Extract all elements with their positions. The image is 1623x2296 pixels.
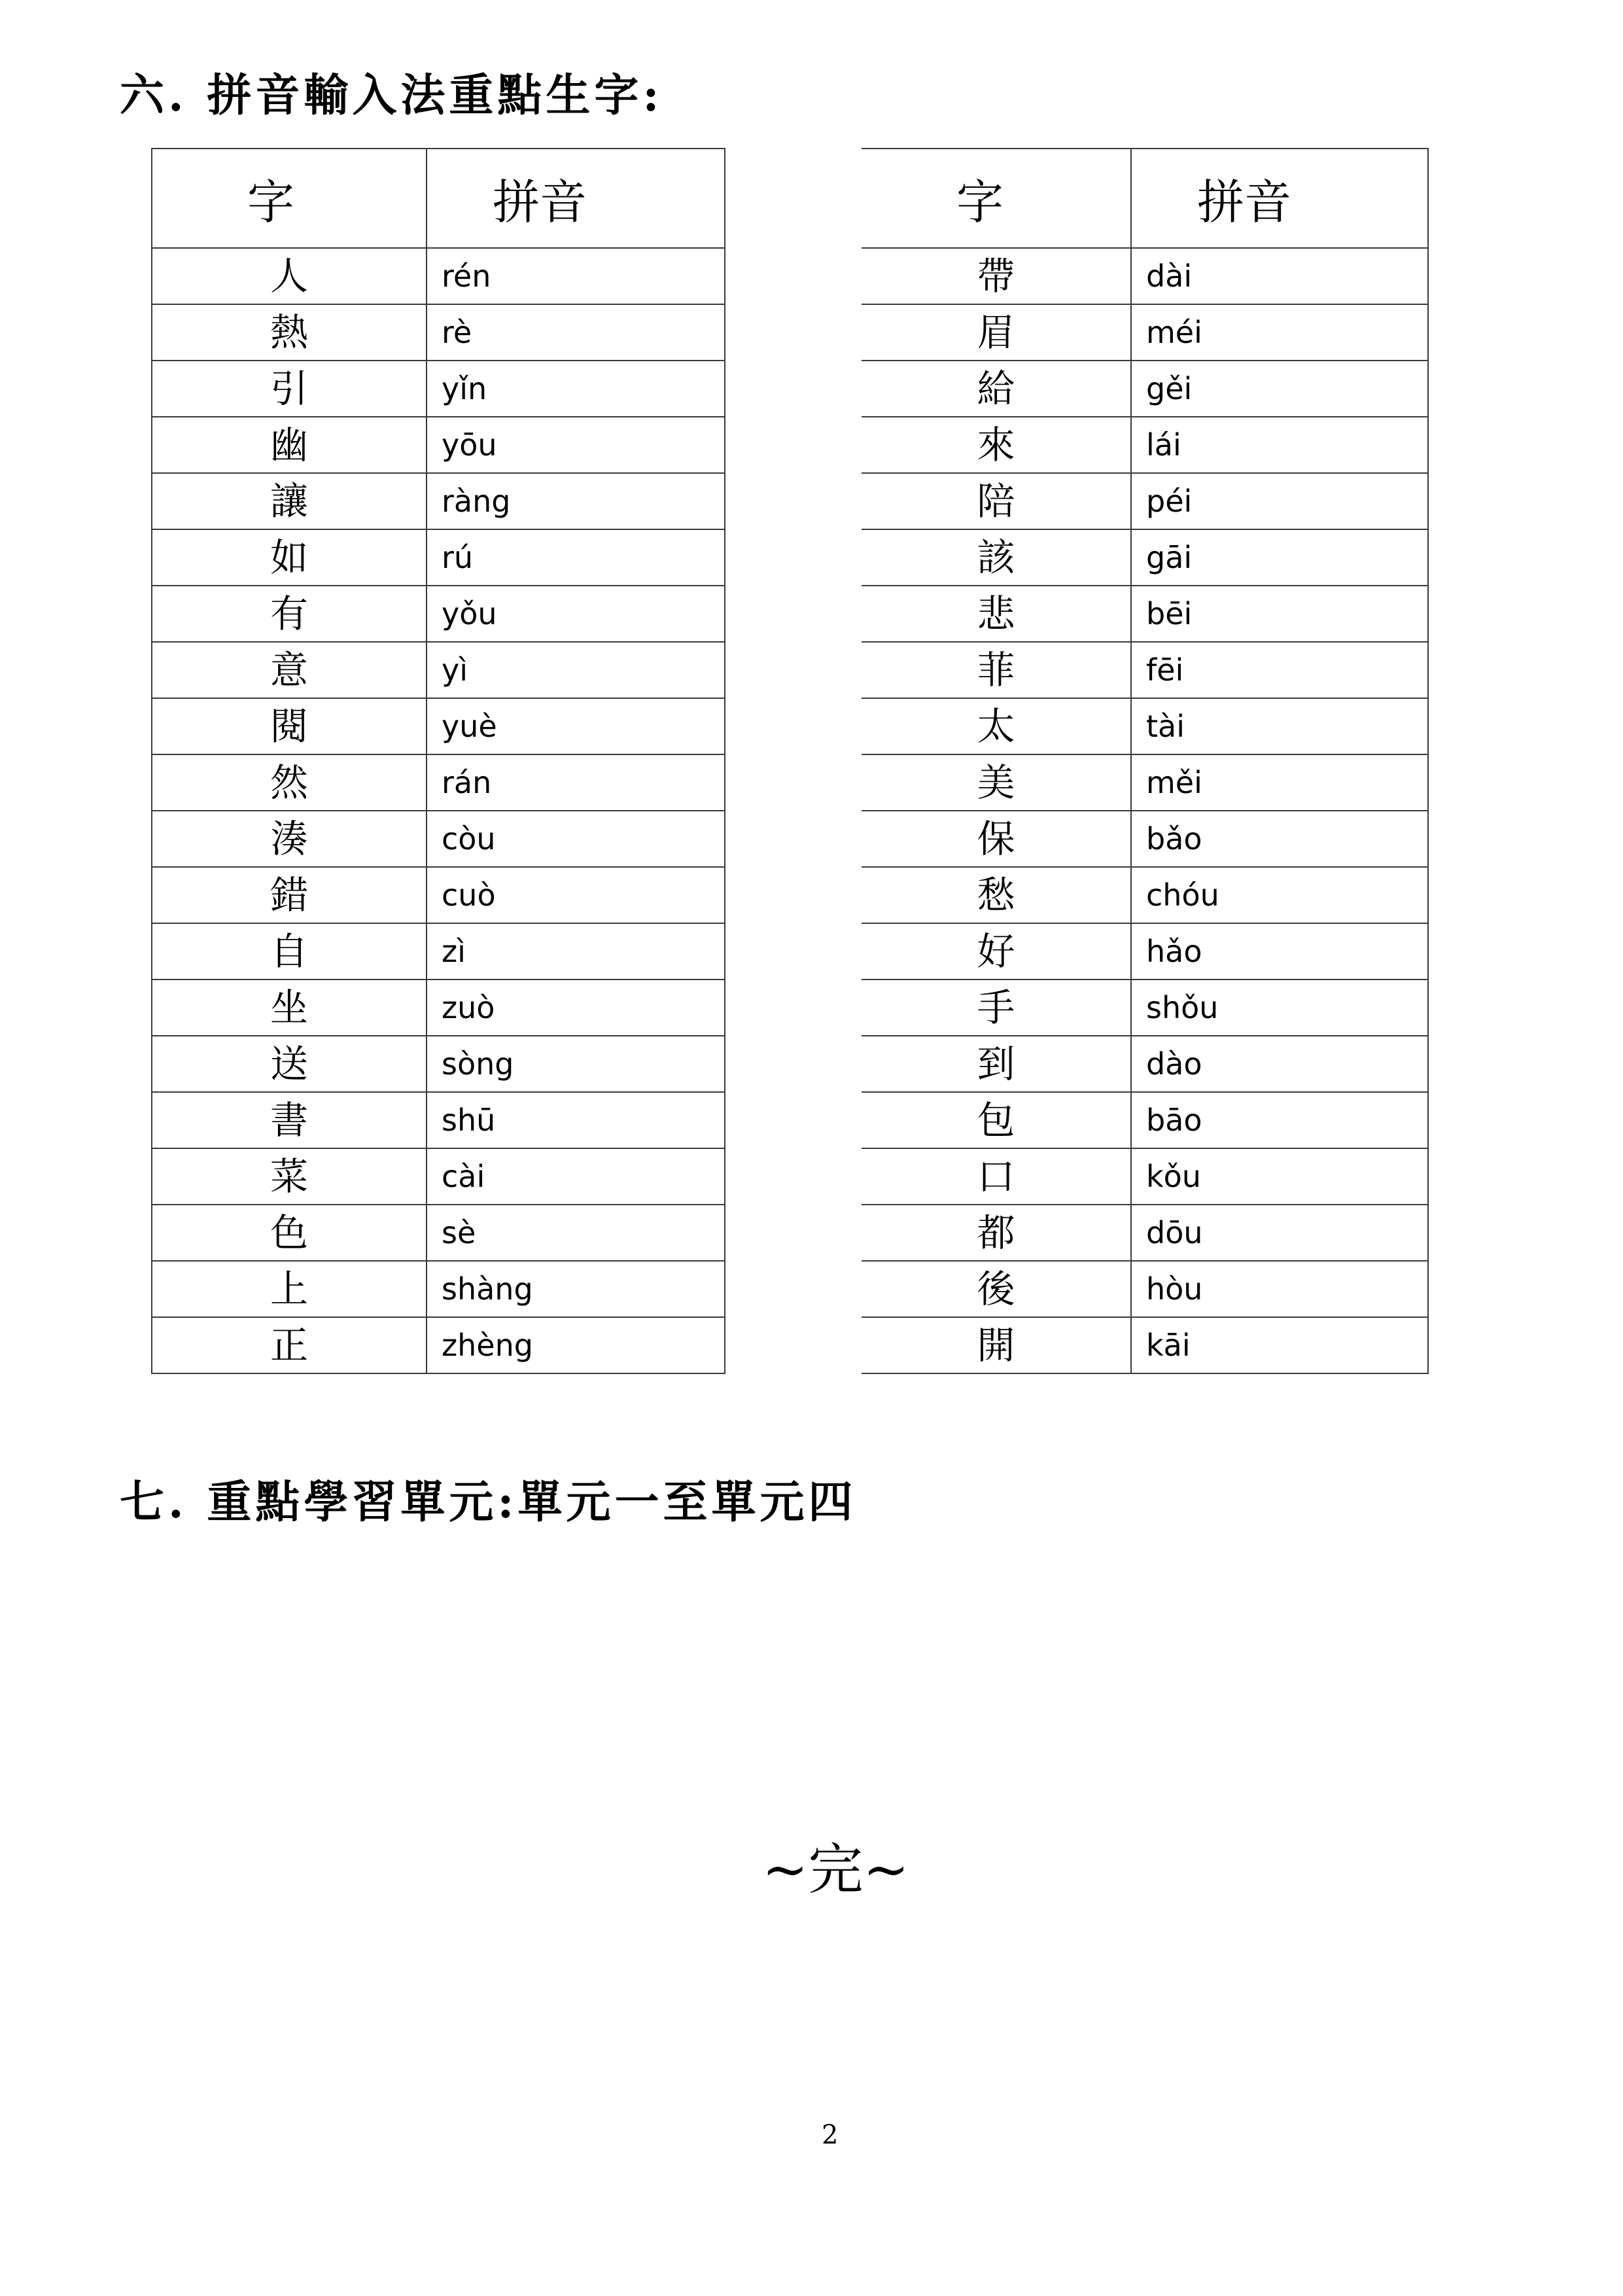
pinyin-table-left [151,148,725,1374]
pinyin-cell: cài [427,1148,725,1205]
character-cell: 幽 [152,417,427,473]
pinyin-cell: yì [427,642,725,698]
header-pinyin: 拼音 [1131,149,1428,248]
character-cell: 菜 [152,1148,427,1205]
section-7-heading: 七. 重點學習單元:單元一至單元四 [120,1476,857,1528]
character-cell: 湊 [152,811,427,867]
table-row [152,361,725,417]
character-cell: 讓 [152,473,427,529]
character-cell: 包 [862,1092,1131,1148]
table-row [862,1261,1428,1317]
pinyin-cell: cuò [427,867,725,923]
table-row [862,248,1428,304]
table-row [862,1036,1428,1092]
table-row [152,417,725,473]
table-row [862,417,1428,473]
table-row [862,361,1428,417]
character-cell: 到 [862,1036,1131,1092]
table-row [862,1092,1428,1148]
pinyin-cell: sòng [427,1036,725,1092]
pinyin-cell: dài [1131,248,1428,304]
table-row [152,1261,725,1317]
character-cell: 好 [862,923,1131,980]
pinyin-cell: kāi [1131,1317,1428,1373]
table-row [152,642,725,698]
character-cell: 自 [152,923,427,980]
character-cell: 意 [152,642,427,698]
page-number: 2 [822,2120,839,2150]
table-row [862,754,1428,811]
table-row [862,811,1428,867]
pinyin-cell: zuò [427,980,725,1036]
character-cell: 書 [152,1092,427,1148]
pinyin-cell: rán [427,754,725,811]
character-cell: 色 [152,1205,427,1261]
table-body [862,248,1428,1373]
pinyin-cell: shàng [427,1261,725,1317]
pinyin-cell: sè [427,1205,725,1261]
table-row [152,1148,725,1205]
table-row [862,923,1428,980]
character-cell: 太 [862,698,1131,754]
pinyin-cell: gāi [1131,529,1428,586]
pinyin-cell: měi [1131,754,1428,811]
pinyin-cell: dōu [1131,1205,1428,1261]
table-row [152,754,725,811]
table-row [152,1036,725,1092]
pinyin-cell: bǎo [1131,811,1428,867]
character-cell: 錯 [152,867,427,923]
header-character: 字 [862,149,1131,248]
table-row [152,473,725,529]
table-row [152,811,725,867]
table-row [862,698,1428,754]
character-cell: 愁 [862,867,1131,923]
character-cell: 閱 [152,698,427,754]
pinyin-cell: ràng [427,473,725,529]
character-cell: 給 [862,361,1131,417]
table-row [862,1148,1428,1205]
table-row [862,529,1428,586]
table-row [862,1317,1428,1373]
table-row [152,1092,725,1148]
character-cell: 該 [862,529,1131,586]
table-row [862,1205,1428,1261]
section-6-heading: 六. 拼音輸入法重點生字: [120,69,663,122]
pinyin-cell: shǒu [1131,980,1428,1036]
pinyin-cell: tài [1131,698,1428,754]
character-cell: 開 [862,1317,1131,1373]
pinyin-cell: bāo [1131,1092,1428,1148]
table-row [152,1317,725,1373]
pinyin-cell: chóu [1131,867,1428,923]
character-cell: 正 [152,1317,427,1373]
pinyin-cell: péi [1131,473,1428,529]
table-row [152,248,725,304]
character-cell: 手 [862,980,1131,1036]
character-cell: 口 [862,1148,1131,1205]
pinyin-cell: zì [427,923,725,980]
header-character: 字 [152,149,427,248]
character-cell: 然 [152,754,427,811]
pinyin-cell: yǒu [427,586,725,642]
pinyin-cell: còu [427,811,725,867]
table-row [152,586,725,642]
character-cell: 美 [862,754,1131,811]
character-cell: 眉 [862,304,1131,361]
character-cell: 引 [152,361,427,417]
table-row [862,642,1428,698]
table-row [862,304,1428,361]
character-cell: 上 [152,1261,427,1317]
pinyin-cell: gěi [1131,361,1428,417]
character-cell: 帶 [862,248,1131,304]
table-row [152,1205,725,1261]
character-cell: 人 [152,248,427,304]
pinyin-cell: zhèng [427,1317,725,1373]
character-cell: 悲 [862,586,1131,642]
pinyin-cell: hòu [1131,1261,1428,1317]
pinyin-cell: hǎo [1131,923,1428,980]
pinyin-cell: méi [1131,304,1428,361]
header-pinyin: 拼音 [427,149,725,248]
character-cell: 來 [862,417,1131,473]
table-row [152,304,725,361]
pinyin-cell: fēi [1131,642,1428,698]
table-row [152,529,725,586]
character-cell: 送 [152,1036,427,1092]
end-mark: ~完~ [762,1837,909,1901]
table-row [152,698,725,754]
character-cell: 坐 [152,980,427,1036]
pinyin-cell: rú [427,529,725,586]
character-cell: 都 [862,1205,1131,1261]
table-row [152,867,725,923]
table-row [152,923,725,980]
pinyin-cell: dào [1131,1036,1428,1092]
table-row [862,867,1428,923]
pinyin-cell: rè [427,304,725,361]
pinyin-cell: yuè [427,698,725,754]
character-cell: 有 [152,586,427,642]
table-row [152,980,725,1036]
character-cell: 菲 [862,642,1131,698]
table-body [152,248,725,1373]
pinyin-cell: shū [427,1092,725,1148]
table-row [862,586,1428,642]
pinyin-cell: yōu [427,417,725,473]
table-row [862,473,1428,529]
pinyin-cell: kǒu [1131,1148,1428,1205]
character-cell: 如 [152,529,427,586]
table-row [862,980,1428,1036]
character-cell: 保 [862,811,1131,867]
pinyin-cell: lái [1131,417,1428,473]
pinyin-table-right [862,148,1429,1374]
pinyin-cell: bēi [1131,586,1428,642]
table-header-row [152,149,725,248]
character-cell: 後 [862,1261,1131,1317]
pinyin-cell: yǐn [427,361,725,417]
character-cell: 熱 [152,304,427,361]
table-header-row [862,149,1428,248]
character-cell: 陪 [862,473,1131,529]
pinyin-cell: rén [427,248,725,304]
